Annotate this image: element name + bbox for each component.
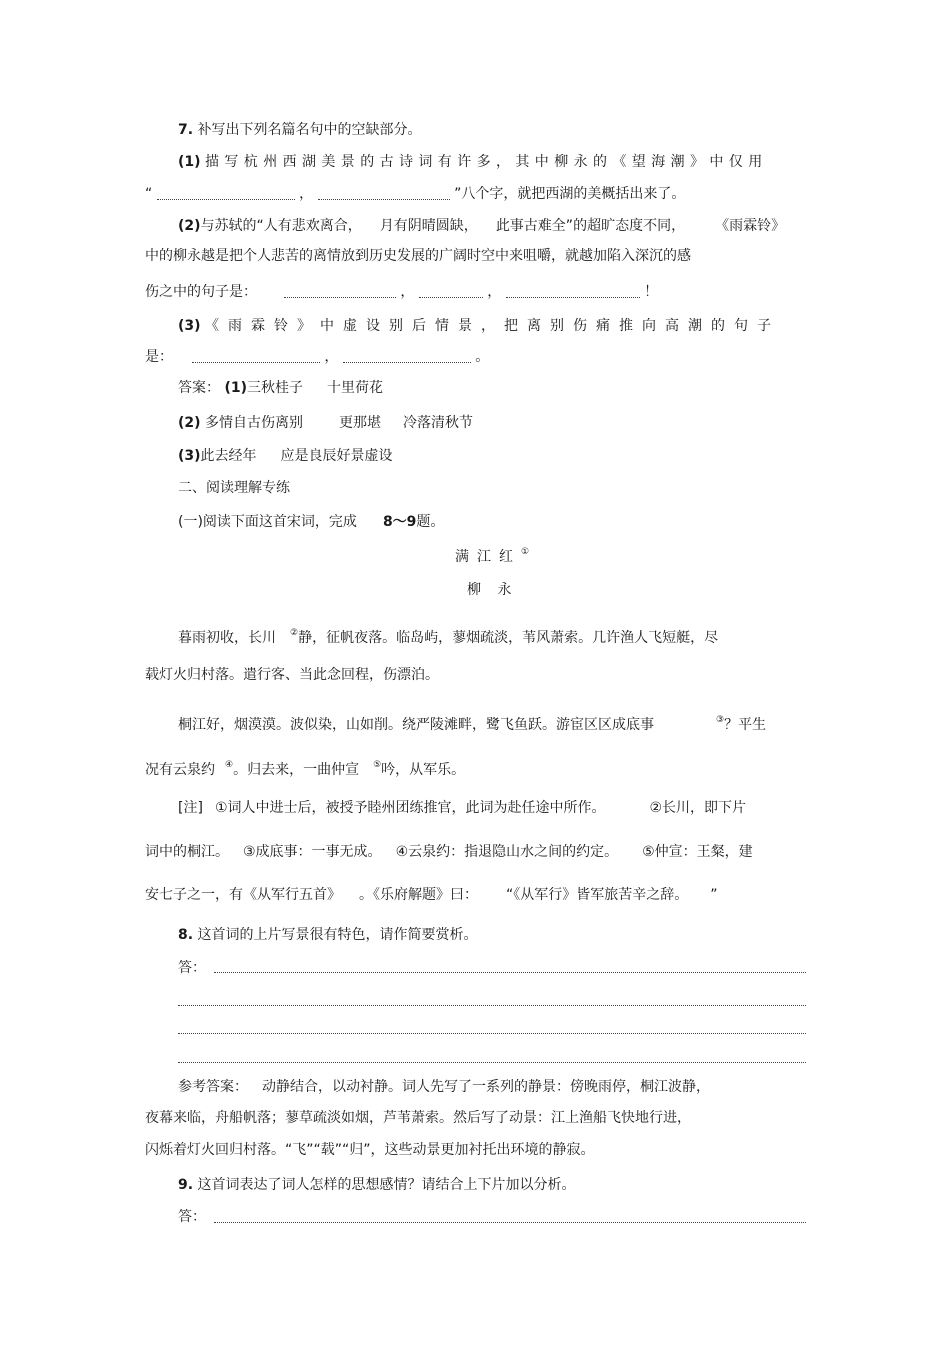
exclamation: ！ <box>644 284 659 300</box>
q7-p1-tail: ”八个字，就把西湖的美概括出来了。 <box>454 186 686 202</box>
poem-line-3 <box>178 710 767 733</box>
comma: ， <box>400 284 415 300</box>
q7-p2-line3-lead: 伤之中的句子是： <box>145 284 257 300</box>
poem-text: 。归去来，一曲仲宣 <box>233 762 360 778</box>
blank-q7-2c[interactable] <box>506 283 640 298</box>
note-text: ③成底事：一事无成。 <box>243 844 382 860</box>
comma: ， <box>324 349 339 365</box>
poem-title-text: 满江红 <box>455 549 521 565</box>
answer-3-y: 应是良辰好景虚设 <box>280 448 393 464</box>
note-line-1 <box>178 798 746 818</box>
q7-p1-line2 <box>145 184 685 204</box>
poem-line-4 <box>145 755 466 778</box>
footnote-mark: ⑤ <box>373 760 382 770</box>
answer-2-z: 冷落清秋节 <box>403 415 473 431</box>
q9-answer-label: 答： <box>178 1209 206 1225</box>
reading-intro <box>178 512 444 532</box>
note-text: ①词人中进士后，被授予睦州团练推官，此词为赴任途中所作。 <box>214 800 606 816</box>
answer-line[interactable] <box>178 1033 806 1034</box>
note-text: 安七子之一，有《从军行五首》 <box>145 887 341 903</box>
footnote-mark: ③ <box>716 715 725 725</box>
poem-author: 柳 永 <box>467 582 518 598</box>
poem-text: 静，征帆夜落。临岛屿，蓼烟疏淡，苇风萧索。几许渔人飞短艇，尽 <box>298 630 719 646</box>
q7-p2-seg-c: 此事古难全”的超旷态度不同， <box>495 218 686 234</box>
q7-answer-3 <box>178 446 393 466</box>
note-text: ②长川，即下片 <box>649 800 747 816</box>
q7-p3-lead: 是： <box>145 349 173 365</box>
note-line-2 <box>145 842 753 862</box>
q8-number: 8. <box>178 927 194 943</box>
note-label: [注] <box>178 800 203 816</box>
q7-p1-number: (1) <box>178 154 201 170</box>
note-text: ④云泉约：指退隐山水之间的约定。 <box>395 844 619 860</box>
q7-p2-line1 <box>178 216 785 236</box>
blank-q7-1b[interactable] <box>318 185 450 200</box>
q9-number: 9. <box>178 1177 194 1193</box>
q7-title: 补写出下列名篇名句中的空缺部分。 <box>197 122 422 138</box>
poem-title <box>455 542 530 565</box>
poem-text: 暮雨初收，长川 <box>178 630 276 646</box>
note-line-3 <box>145 885 718 905</box>
ref-answer-label: 参考答案： <box>178 1079 248 1095</box>
answer-2-y: 更那堪 <box>339 415 381 431</box>
q7-p1-line1 <box>178 152 768 172</box>
q8-ref-line-3: 闪烁着灯火回归村落。“飞”“载”“归”，这些动景更加衬托出环境的静寂。 <box>145 1142 595 1158</box>
footnote-mark: ② <box>290 628 299 638</box>
open-quote: “ <box>145 186 153 202</box>
q7-p2-line3 <box>145 282 658 302</box>
note-text: ” <box>710 887 718 903</box>
q7-p3-text: 《雨霖铃》中虚设别后情景，把离别伤痛推向高潮的句子 <box>205 318 780 334</box>
answer-2-number: (2) <box>178 415 201 431</box>
answer-line[interactable] <box>178 1005 806 1006</box>
answer-line[interactable] <box>178 1062 806 1063</box>
period: 。 <box>475 349 490 365</box>
answer-1-x: 三秋桂子 <box>247 380 303 396</box>
q8-ref-line-1 <box>178 1077 710 1097</box>
q7-heading <box>178 120 422 140</box>
q7-answer-2 <box>178 413 473 433</box>
poem-line-2: 载灯火归村落。遣行客、当此念回程，伤漂泊。 <box>145 667 439 683</box>
q8-ref-line-2: 夜幕来临，舟船帆落；蓼草疏淡如烟，芦苇萧索。然后写了动景：江上渔船飞快地行进， <box>145 1110 691 1126</box>
q7-p2-seg-d: 《雨霖铃》 <box>715 218 786 234</box>
comma: ， <box>299 186 314 202</box>
answer-2-x: 多情自古伤离别 <box>205 415 303 431</box>
footnote-mark: ④ <box>225 760 234 770</box>
q9-heading <box>178 1175 576 1195</box>
q9-text: 这首词表达了词人怎样的思想感情？请结合上下片加以分析。 <box>197 1177 576 1193</box>
answer-label: 答案： <box>178 380 220 396</box>
blank-q7-3b[interactable] <box>343 348 471 363</box>
answer-line[interactable] <box>214 1222 806 1223</box>
intro-range: 8～9 <box>382 514 417 530</box>
note-text: ⑤仲宣：王粲，建 <box>642 844 753 860</box>
q7-p3-number: (3) <box>178 318 201 334</box>
footnote-mark: ① <box>521 547 530 557</box>
poem-line-1 <box>178 623 719 646</box>
answer-line[interactable] <box>214 972 806 973</box>
ref-answer-text: 动静结合，以动衬静。词人先写了一系列的静景：傍晚雨停，桐江波静， <box>262 1079 710 1095</box>
q7-p2-seg-b: 月有阴晴圆缺， <box>379 218 478 234</box>
poem-text: 桐江好，烟漠漠。波似染，山如削。绕严陵滩畔，鹭飞鱼跃。游宦区区成底事 <box>178 717 654 733</box>
q7-p2-line2: 中的柳永越是把个人悲苦的离情放到历史发展的广阔时空中来咀嚼，就越加陷入深沉的感 <box>145 248 691 264</box>
q7-number: 7. <box>178 122 194 138</box>
answer-1-y: 十里荷花 <box>327 380 383 396</box>
note-text: 。《乐府解题》曰： <box>359 887 478 903</box>
blank-q7-3a[interactable] <box>192 348 320 363</box>
intro-tail: 题。 <box>416 514 445 530</box>
blank-q7-2a[interactable] <box>284 283 396 298</box>
note-text: “《从军行》皆军旅苦辛之辞。 <box>506 887 689 903</box>
section-heading: 二、阅读理解专练 <box>178 480 290 496</box>
q8-heading <box>178 925 478 945</box>
q7-answer-1 <box>178 378 383 398</box>
blank-q7-2b[interactable] <box>419 283 483 298</box>
intro-text: (一)阅读下面这首宋词，完成 <box>178 514 357 530</box>
answer-3-x: 此去经年 <box>200 448 257 464</box>
q7-p3-line2 <box>145 347 489 367</box>
poem-text: 吟，从军乐。 <box>381 762 466 778</box>
q7-p2-seg-a: 与苏轼的“人有悲欢离合， <box>200 218 362 234</box>
q8-answer-label: 答： <box>178 960 206 976</box>
blank-q7-1a[interactable] <box>157 185 295 200</box>
note-text: 词中的桐江。 <box>145 844 229 860</box>
q7-p1-text: 描写杭州西湖美景的古诗词有许多，其中柳永的《望海潮》中仅用 <box>205 154 768 170</box>
q7-p2-number: (2) <box>178 218 201 234</box>
comma: ， <box>487 284 502 300</box>
answer-1-number: (1) <box>224 380 247 396</box>
q7-p3-line1 <box>178 316 780 336</box>
poem-text: ？平生 <box>724 717 767 733</box>
q8-text: 这首词的上片写景很有特色，请作简要赏析。 <box>197 927 478 943</box>
answer-3-number: (3) <box>178 448 201 464</box>
poem-text: 况有云泉约 <box>145 762 215 778</box>
